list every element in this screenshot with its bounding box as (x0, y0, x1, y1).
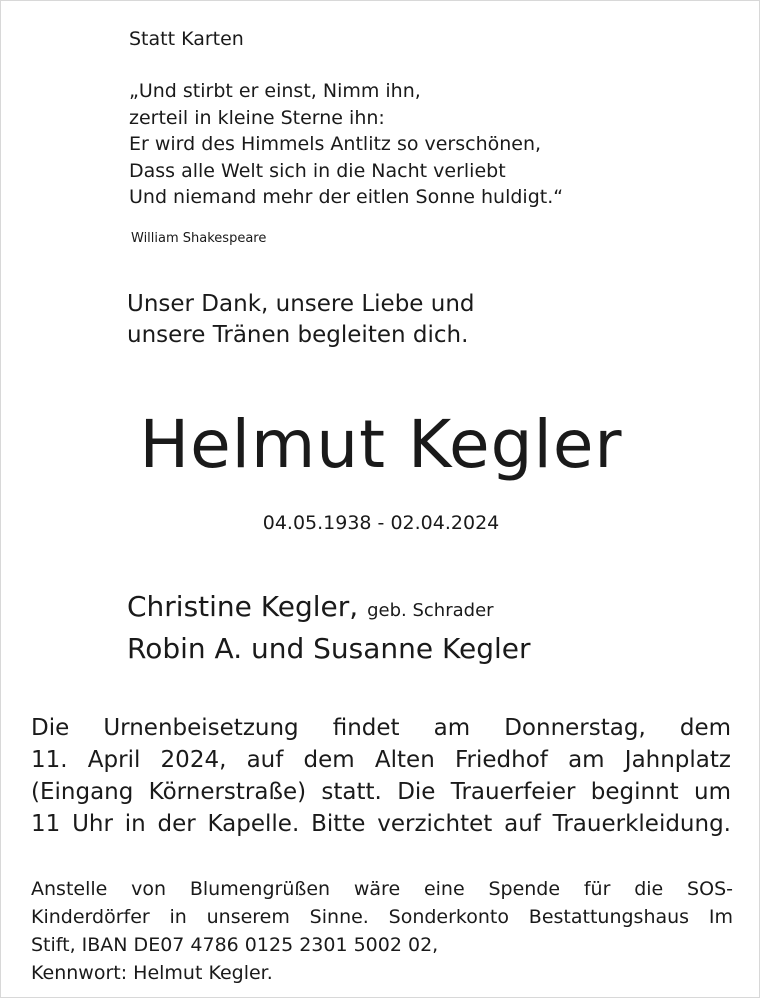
poem-line: Er wird des Himmels Antlitz so verschönen, (129, 133, 542, 155)
family-signatures (127, 588, 531, 668)
donation-line: Kinderdörfer in unserem Sinne. Sonderkonto Bestattungshaus Im (31, 906, 733, 928)
donation-line: Anstelle von Blumengrüßen wäre eine Spende für die SOS- (31, 878, 733, 900)
thanks-line: unsere Tränen begleiten dich. (127, 322, 469, 348)
burial-notice (31, 712, 731, 840)
maiden-name-note: geb. Schrader (367, 600, 494, 621)
burial-line: (Eingang Körnerstraße) statt. Die Trauerfeier beginnt um (31, 779, 731, 805)
donation-line: Stift, IBAN DE07 4786 0125 2301 5002 02, (31, 934, 439, 956)
family-member-2: Robin A. und Susanne Kegler (127, 632, 531, 665)
statt-karten-label: Statt Karten (129, 28, 244, 50)
life-dates: 04.05.1938 - 02.04.2024 (262, 512, 500, 534)
family-member-name: Christine Kegler, (127, 590, 359, 623)
thanks-line: Unser Dank, unsere Liebe und (127, 291, 475, 317)
thanks-message (127, 289, 475, 351)
burial-line: Die Urnenbeisetzung findet am Donnerstag, dem (31, 715, 731, 741)
poem-line: Und niemand mehr der eitlen Sonne huldigt.“ (129, 186, 564, 208)
poem-line: Dass alle Welt sich in die Nacht verliebt (129, 159, 506, 182)
poem-author: William Shakespeare (131, 231, 267, 246)
deceased-name: Helmut Kegler (139, 406, 623, 483)
burial-line: 11. April 2024, auf dem Alten Friedhof am Jahnplatz (31, 747, 731, 773)
donation-notice (31, 875, 733, 987)
burial-line: 11 Uhr in der Kapelle. Bitte verzichtet auf Trauerkleidung. (31, 811, 731, 837)
donation-line: Kennwort: Helmut Kegler. (31, 962, 273, 984)
poem-quote (129, 78, 563, 211)
poem-line: „Und stirbt er einst, Nimm ihn, (129, 80, 421, 102)
poem-line: zerteil in kleine Sterne ihn: (129, 106, 385, 129)
family-member-1 (127, 588, 531, 630)
